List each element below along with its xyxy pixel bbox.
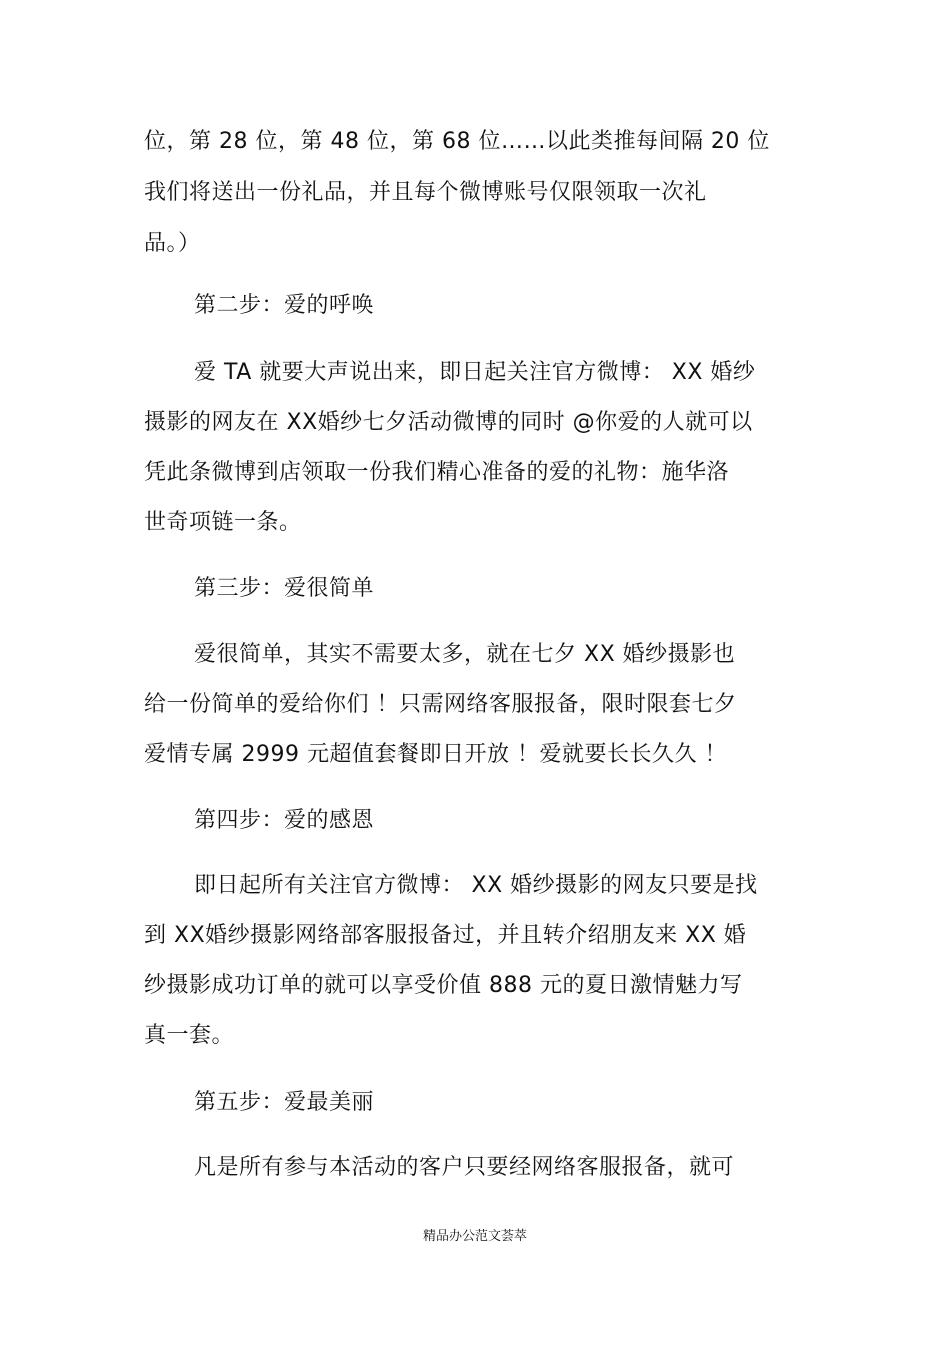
- body-line: 凡是所有参与本活动的客户只要经网络客服报备，就可: [194, 1155, 735, 1180]
- body-line: 真一套。: [144, 1023, 235, 1048]
- step-heading: 第二步：爱的呼唤: [194, 293, 375, 318]
- body-line: 爱很简单，其实不需要太多，就在七夕 XX 婚纱摄影也: [194, 642, 736, 667]
- body-line: 位，第 28 位，第 48 位，第 68 位……以此类推每间隔 20 位: [144, 129, 770, 154]
- body-line: 纱摄影成功订单的就可以享受价值 888 元的夏日激情魅力写: [144, 973, 743, 998]
- body-line: 凭此条微博到店领取一份我们精心准备的爱的礼物：施华洛: [144, 460, 730, 485]
- body-line: 世奇项链一条。: [144, 510, 302, 535]
- body-line: 我们将送出一份礼品，并且每个微博账号仅限领取一次礼: [144, 180, 707, 205]
- body-line: 即日起所有关注官方微博： XX 婚纱摄影的网友只要是找: [194, 873, 758, 898]
- body-line: 品。）: [144, 231, 201, 256]
- step-heading: 第三步：爱很简单: [194, 576, 375, 601]
- step-heading: 第四步：爱的感恩: [194, 808, 375, 833]
- body-line: 到 XX婚纱摄影网络部客服报备过，并且转介绍朋友来 XX 婚: [144, 923, 747, 948]
- body-line: 爱情专属 2999 元超值套餐即日开放 ！爱就要长长久久 ！: [144, 742, 727, 767]
- page-footer: 精品办公范文荟萃: [422, 1229, 527, 1244]
- step-heading: 第五步：爱最美丽: [194, 1090, 375, 1115]
- body-line: 给一份简单的爱给你们 ！只需网络客服报备，限时限套七夕: [144, 692, 737, 717]
- body-line: 爱 TA 就要大声说出来，即日起关注官方微博： XX 婚纱: [194, 360, 756, 385]
- body-line: 摄影的网友在 XX婚纱七夕活动微博的同时 @你爱的人就可以: [144, 410, 753, 435]
